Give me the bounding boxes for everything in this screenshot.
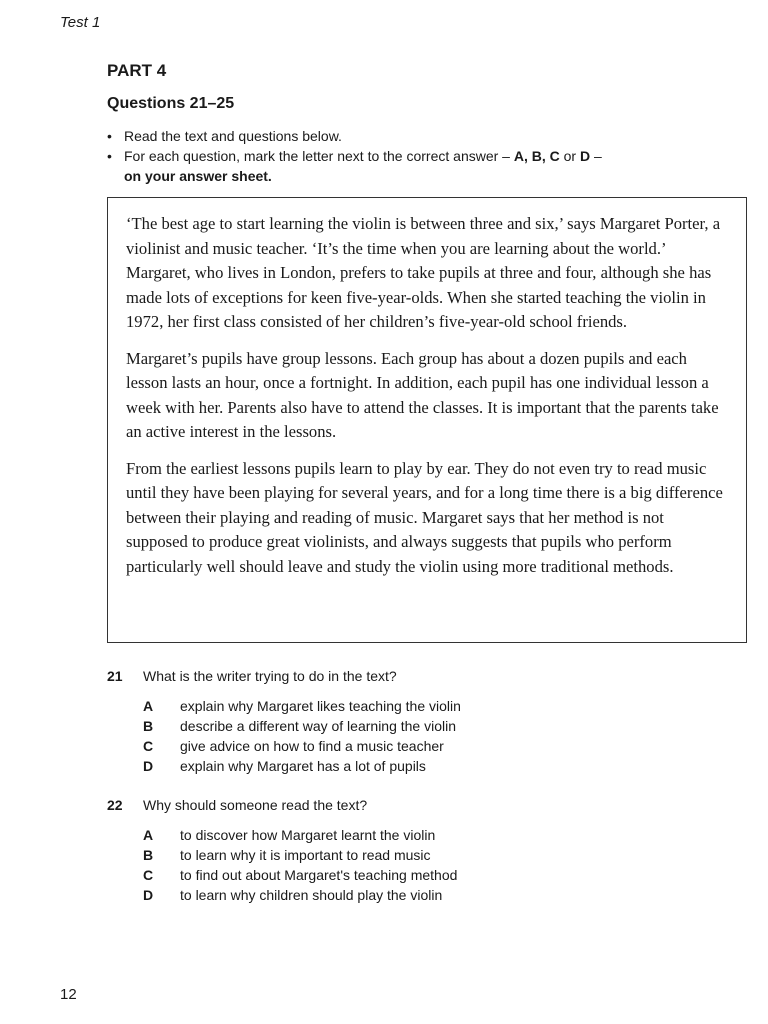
instruction-text: For each question, mark the letter next to the correct answer –: [124, 148, 514, 164]
text-paragraph: From the earliest lessons pupils learn to play by ear. They do not even try to read music until they have been playing for several years, and for a long time there is a big difference between their playing and reading of music. Margaret says that her method is not supposed to produce great violinists, and always suggests that pupils who perform particularly well should leave and study the violin using more traditional methods.: [126, 458, 723, 576]
option-c[interactable]: [107, 865, 727, 885]
question-text: What is the writer trying to do in the text?: [143, 668, 397, 684]
question-line: [107, 795, 727, 815]
option-text: to learn why it is important to read music: [180, 847, 431, 863]
part-title: PART 4: [107, 61, 167, 80]
instruction-or: or: [559, 148, 580, 164]
question-line: [107, 666, 727, 686]
option-letter: B: [143, 718, 154, 734]
question-number: 21: [107, 668, 123, 684]
reading-text-box: [107, 197, 747, 643]
questions-range-title: Questions 21–25: [107, 95, 235, 112]
option-text: explain why Margaret likes teaching the violin: [180, 698, 461, 714]
option-letter: C: [143, 867, 154, 883]
instruction-dash: –: [590, 148, 602, 164]
text-paragraph: ‘The best age to start learning the violin is between three and six,’ says Margaret Porter, a violinist and music teacher. ‘It’s the time when you are learning about the world.’ Margaret, who lives in London, prefers to take pupils at three and four, although she has made lots of exceptions for keen five-year-olds. When she started teaching the violin in 1972, her first class consisted of her children’s five-year-old school friends.: [126, 214, 721, 331]
option-text: to find out about Margaret's teaching method: [180, 867, 458, 883]
option-d[interactable]: [107, 756, 727, 776]
text-paragraph: Margaret’s pupils have group lessons. Each group has about a dozen pupils and each lesson lasts an hour, once a fortnight. In addition, each pupil has one individual lesson a week with her. Parents also have to attend the classes. It is important that the parents take an active interest in the lessons.: [126, 348, 719, 441]
option-text: give advice on how to find a music teacher: [180, 738, 444, 754]
option-a[interactable]: [107, 825, 727, 845]
option-letter: B: [143, 847, 154, 863]
instruction-letter-d: D: [579, 148, 591, 164]
option-text: describe a different way of learning the violin: [180, 718, 457, 734]
option-c[interactable]: [107, 736, 727, 756]
question-22: [107, 795, 727, 905]
option-letter: D: [143, 887, 154, 903]
option-letter: C: [143, 738, 154, 754]
option-b[interactable]: [107, 845, 727, 865]
question-21: [107, 666, 727, 776]
question-number: 22: [107, 797, 123, 813]
instruction-item: [107, 146, 707, 186]
option-text: to discover how Margaret learnt the violin: [180, 827, 436, 843]
instruction-item: [107, 126, 707, 146]
option-text: to learn why children should play the violin: [180, 887, 443, 903]
instruction-text: Read the text and questions below.: [124, 128, 342, 144]
option-letter: A: [143, 698, 154, 714]
question-text: Why should someone read the text?: [143, 797, 368, 813]
options-list: [107, 696, 727, 776]
option-letter: D: [143, 758, 154, 774]
option-text: explain why Margaret has a lot of pupils: [180, 758, 426, 774]
instructions-list: [107, 126, 707, 186]
instruction-letters: A, B, C: [513, 148, 560, 164]
option-d[interactable]: [107, 885, 727, 905]
options-list: [107, 825, 727, 905]
option-a[interactable]: [107, 696, 727, 716]
page-number: 12: [60, 986, 77, 1003]
instruction-answer-sheet: on your answer sheet.: [124, 168, 272, 184]
option-b[interactable]: [107, 716, 727, 736]
option-letter: A: [143, 827, 154, 843]
test-label: Test 1: [60, 14, 101, 31]
